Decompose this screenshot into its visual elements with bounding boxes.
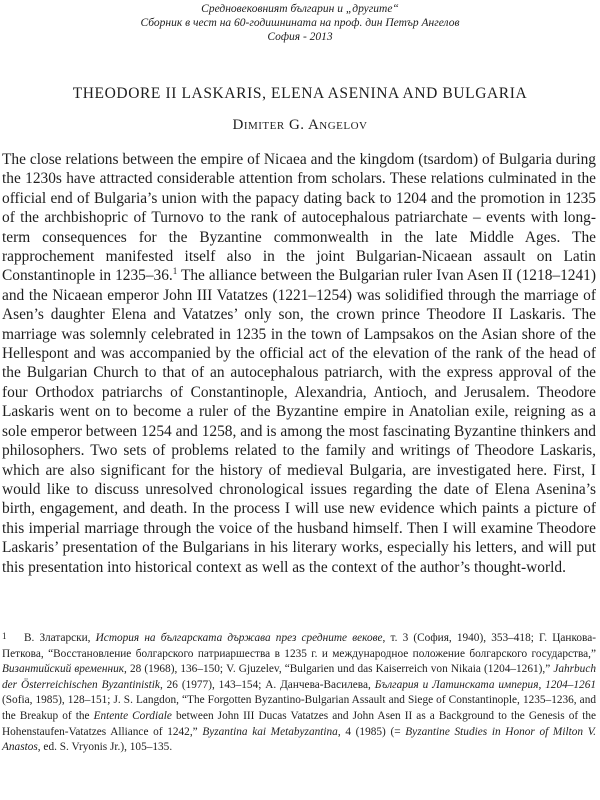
footnote-segment: (Sofia, 1985), 128–151; J. S. Langdon, “The Forgotten Byzantino-Bulgarian Assault and Siege of Constantinople, 1235–1236, and the Breakup of the xyxy=(2,694,596,722)
footnote-number: 1 xyxy=(2,631,7,641)
body-text-part-1: The close relations between the empire of Nicaea and the kingdom (tsardom) of Bulgaria during the 1230s have attracted considerable attention from scholars. These relations culminated in the official end of Bulgaria’s union with the papacy dating back to 1204 and the promotion in 1235 of the archbishopric of Turnovo to the rank of autocephalous patriarchate – events with long-term consequences for the Byzantine commonwealth in the late Middle Ages. The rapprochement manifested itself also in the joint Bulgarian-Nicaean assault on Latin Constantinople in 1235–36. xyxy=(2,151,596,285)
footnote-segment: , 28 (1968), 136–150; V. Gjuzelev, “Bulgarien und das Kaiserreich von Nikaia (1204–1261),” xyxy=(124,663,554,676)
article-author: Dimiter G. Angelov xyxy=(232,117,368,133)
footnote-segment: , 4 (1985) (= xyxy=(337,725,406,738)
footnote-work-title: История на българската държава през средните векове xyxy=(95,632,383,644)
footnote-italic-term: Entente Cordiale xyxy=(93,709,172,722)
footnote-work-title: Byzantine Studies in Honor of Milton V. Anastos xyxy=(2,725,596,754)
footnote-segment: В. Златарски, xyxy=(24,632,96,644)
article-title: THEODORE II LASKARIS, ELENA ASENINA AND BULGARIA xyxy=(72,85,528,102)
footnote-segment: , ed. S. Vryonis Jr.), 105–135. xyxy=(37,741,173,754)
footnote-journal-title: Byzantina kai Metabyzantina xyxy=(202,725,338,738)
footnote-work-title: България и Латинската империя, 1204–1261 xyxy=(374,678,596,691)
footnote-segment: , т. 3 (София, 1940), 353–418; Г. Цанкова-Петкова, “Восстановление болгарского патриаршества в 1235 г. и международное положение болгарского государства,” xyxy=(2,632,596,660)
running-head xyxy=(0,0,600,44)
body-text-part-2: The alliance between the Bulgarian ruler Ivan Asen II (1218–1241) and the Nicaean emperor John III Vatatzes (1221–1254) was solidified through the marriage of Asen’s daughter Elena and Vatatzes’ only son, the crown prince Theodore II Laskaris. The marriage was solemnly celebrated in 1235 in the town of Lampsakos on the Asian shore of the Hellespont and was accompanied by the official act of the elevation of the rank of the head of the Bulgarian Church to that of an autocephalous patriarch, with the express approval of the four Orthodox patriarchs of Constantinople, Alexandria, Antioch, and Jerusalem. Theodore Laskaris went on to become a ruler of the Byzantine empire in Anatolian exile, reigning as a sole emperor between 1254 and 1258, and is among the most fascinating Byzantine thinkers and philosophers. Two sets of problems related to the family and writings of Theodore Laskaris, which are also significant for the history of medieval Bulgaria, are investigated here. First, I would like to discuss unresolved chronological issues regarding the date of Elena Asenina’s birth, engagement, and death. In the process I will use new evidence which paints a picture of this imperial marriage through the voice of the husband himself. Then I will examine Theodore Laskaris’ presentation of the Bulgarians in his literary works, especially his letters, and will put this presentation into historical context as well as the context of the author’s thought-world. xyxy=(2,267,596,576)
footnote-segment: , 26 (1977), 143–154; А. Данчева-Василева, xyxy=(159,678,375,691)
footnote-segment: between John III Ducas Vatatzes and John Asen II as a Background to the Genesis of the Hohenstaufen-Vatatzes Alliance of 1242,” xyxy=(2,709,596,738)
footnote-journal-title: Jahrbuch der Österreichischen Byzantinistik xyxy=(2,663,596,691)
body-paragraph xyxy=(2,150,596,577)
running-head-place-year: София - 2013 xyxy=(267,31,333,43)
footnote-reference[interactable]: 1 xyxy=(172,266,178,277)
running-head-volume-title: Сборник в чест на 60-годишнината на проф. дин Петър Ангелов xyxy=(140,17,460,29)
footnote-text xyxy=(2,632,596,753)
running-head-series-title: Средновековният българин и „другите“ xyxy=(201,3,399,15)
footnote-1 xyxy=(2,631,596,756)
footnote-journal-title: Византийский временник xyxy=(2,663,125,676)
